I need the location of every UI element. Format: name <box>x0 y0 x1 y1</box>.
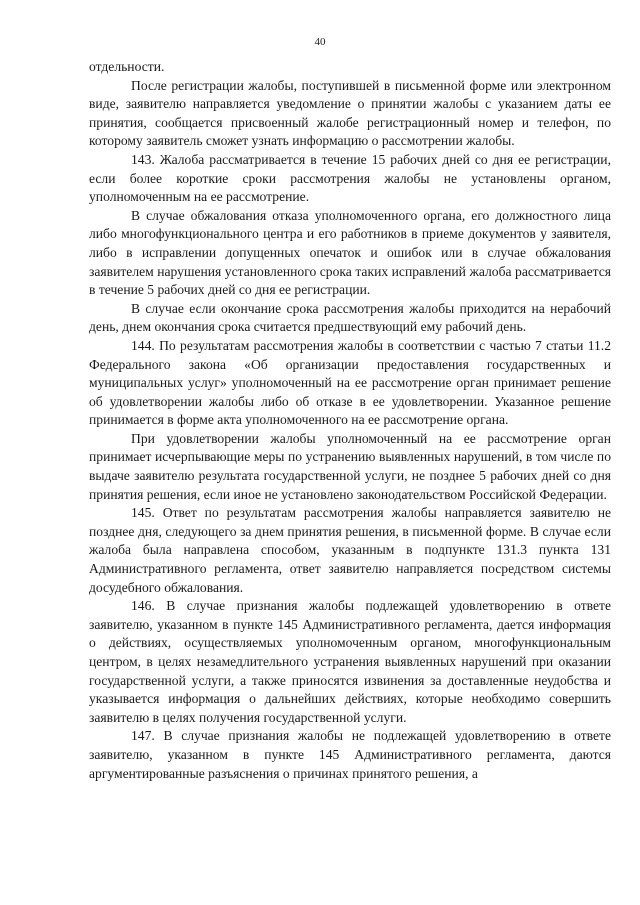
paragraph-registration-notice: После регистрации жалобы, поступившей в письменной форме или электронном виде, заявителю направляется уведомление о принятии жалобы с указанием даты ее принятия, сообщается присвоенный жалобе регистрационный номер и телефон, по которому заявитель сможет узнать информацию о рассмотрении жалобы. <box>89 77 611 149</box>
paragraph-continuation: отдельности. <box>89 59 165 74</box>
paragraph-satisfaction-measures: При удовлетворении жалобы уполномоченный на ее рассмотрение орган принимает исчерпывающие меры по устранению выявленных нарушений, в том числе по выдаче заявителю результата государственной услуги, не позднее 5 рабочих дней со дня принятия решения, если иное не установлено законодательством Российской Федерации. <box>89 430 611 502</box>
page-number: 40 <box>314 36 326 48</box>
paragraph-nonworking-day: В случае если окончание срока рассмотрения жалобы приходится на нерабочий день, днем окончания срока считается предшествующий ему рабочий день. <box>89 300 611 335</box>
paragraph-146: 146. В случае признания жалобы подлежащей удовлетворению в ответе заявителю, указанном в пункте 145 Административного регламента, дается информация о действиях, осуществляемых уполномоченным органом, многофункциональным центром, в целях незамедлительного устранения выявленных нарушений при оказании государственной услуги, а также приносятся извинения за доставленные неудобства и указывается информация о дальнейших действиях, которые необходимо совершить заявителю в целях получения государственной услуги. <box>89 598 611 725</box>
paragraph-147: 147. В случае признания жалобы не подлежащей удовлетворению в ответе заявителю, указанном в пункте 145 Административного регламента, даются аргументированные разъяснения о причинах принятого решения, а <box>89 728 611 781</box>
paragraph-refusal-appeal: В случае обжалования отказа уполномоченного органа, его должностного лица либо многофункционального центра и его работников в приеме документов у заявителя, либо в исправлении допущенных опечаток и ошибок или в случае обжалования заявителем нарушения установленного срока таких исправлений жалоба рассматривается в течение 5 рабочих дней со дня ее регистрации. <box>89 207 611 298</box>
paragraph-143: 143. Жалоба рассматривается в течение 15 рабочих дней со дня ее регистрации, если более короткие сроки рассмотрения жалобы не установлены органом, уполномоченным на ее рассмотрение. <box>89 151 611 205</box>
document-body <box>89 58 611 783</box>
paragraph-144: 144. По результатам рассмотрения жалобы в соответствии с частью 7 статьи 11.2 Федерального закона «Об организации предоставления государственных и муниципальных услуг» уполномоченный на ее рассмотрение орган принимает решение об удовлетворении жалобы либо об отказе в ее удовлетворении. Указанное решение принимается в форме акта уполномоченного на ее рассмотрение органа. <box>89 337 611 428</box>
paragraph-145: 145. Ответ по результатам рассмотрения жалобы направляется заявителю не позднее дня, следующего за днем принятия решения, в письменной форме. В случае если жалоба была направлена способом, указанным в подпункте 131.3 пункта 131 Административного регламента, ответ заявителю направляется посредством системы досудебного обжалования. <box>89 505 611 595</box>
